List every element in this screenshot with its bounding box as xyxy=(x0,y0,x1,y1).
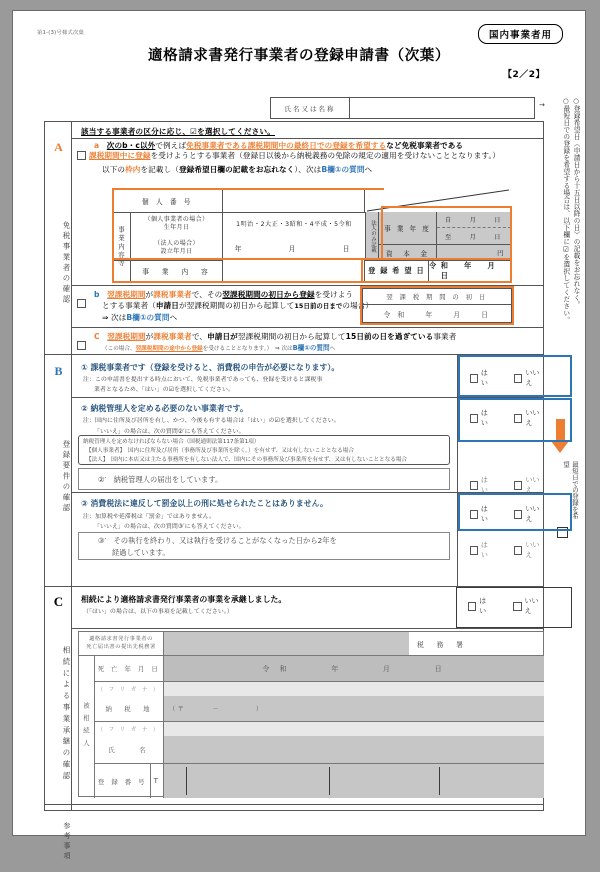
birth-date-label-corp: （法人の場合） 設立年月日 xyxy=(131,235,223,260)
domestic-business-badge: 国内事業者用 xyxy=(478,24,563,44)
name-field[interactable] xyxy=(270,97,535,119)
q2-note2: 「いいえ」の場合は、次の質問②′にも答えてください。 xyxy=(94,429,245,435)
q1-yes[interactable]: はい xyxy=(470,368,492,388)
q2-box-line1: 納税管理人を定めなければならない場合（国税通則法第117条第1項） xyxy=(83,439,260,445)
q3-sub-no[interactable]: いいえ xyxy=(514,540,543,560)
footer-value[interactable] xyxy=(72,804,543,810)
q3-no[interactable]: いいえ xyxy=(514,504,543,524)
desired-date-value[interactable]: 令 和 年 月 日 xyxy=(429,261,496,280)
deceased-vertical-label: 被相続人 xyxy=(79,656,95,798)
era-options: 1明治・2大正・3昭和・4平成・5令和 xyxy=(236,221,352,228)
q2-no[interactable]: いいえ xyxy=(514,408,543,428)
section-a-vertical-label: 免税事業者の確認 xyxy=(62,221,71,306)
capital-value[interactable]: 円 xyxy=(437,244,511,260)
fiscal-to-row[interactable]: 至 月 日 xyxy=(437,228,511,244)
side-note-arrow-label: 最短日での登録を希望 xyxy=(562,461,579,519)
next-period-date-value[interactable]: 令 和 年 月 日 xyxy=(383,310,491,319)
fiscal-from-row[interactable]: 自 月 日 xyxy=(437,212,511,228)
q2-box-line3: 【法人】 国内に本店又は主たる事務所を有しない法人で、国内にその事務所及び事業所を有せず、又は有しないこととなる場合 xyxy=(86,457,408,463)
q3-sub-yes[interactable]: はい xyxy=(470,540,492,560)
q1-note1: 注：この申請書を提出する時点において、免税事業者であっても、登録を受けると課税事 xyxy=(83,377,323,383)
row-address-value[interactable]: （〒 － ） xyxy=(164,696,544,722)
option-b-line2: とする事業者（申請日が翌課税期間の初日から起算して15日前の日までの場合） xyxy=(102,301,374,310)
form-frame xyxy=(44,121,544,862)
section-a-letter: A xyxy=(54,140,63,154)
business-content-label: 事 業 内 容 xyxy=(131,260,223,282)
section-c-no[interactable]: いいえ xyxy=(513,596,543,616)
fiscal-year-label: 事 業 年 度 xyxy=(379,212,437,244)
q2-sub-no[interactable]: いいえ xyxy=(514,475,543,495)
option-b-marker: b xyxy=(94,290,100,299)
birth-date-label-individual: （個人事業者の場合） 生年月日 xyxy=(131,212,223,235)
row-regnum-prefix: T xyxy=(151,764,164,798)
q3-sub-text2: 経過しています。 xyxy=(112,548,170,557)
q3-yes[interactable]: はい xyxy=(470,504,492,524)
section-c-letter: C xyxy=(53,594,64,609)
birth-date-value[interactable]: 年 月 日 xyxy=(234,244,354,253)
row-address-label: 納 税 地 xyxy=(95,696,164,722)
option-c-line1: C 翌課税期間が課税事業者で、申請日が翌課税期間の初日から起算して15日前の日を過ぎている事業者 xyxy=(94,332,457,341)
row-death-date-value[interactable]: 令 和 年 月 日 xyxy=(164,656,544,682)
arrow-icon: → xyxy=(539,101,545,109)
section-c-note: （「はい」の場合は、以下の事項を記載してください。） xyxy=(83,609,233,615)
row-death-date-label: 死 亡 年 月 日 xyxy=(95,656,164,682)
side-note-line2: ○最短日での登録を希望する場合は、以下欄に☑を選択してください。 xyxy=(561,97,570,324)
option-b-line1: b 翌課税期間が課税事業者で、その翌課税期間の初日から登録を受けよう xyxy=(94,290,354,299)
q2-box-line2: 【個人事業者】 国内に住所及び居所（事務所及び事業所を除く。）を有せず、又は有しないこととなる場合 xyxy=(86,448,354,454)
q2-text: ② 納税管理人を定める必要のない事業者です。 xyxy=(81,404,248,413)
q3-text: ③ 消費税法に違反して罰金以上の刑に処せられたことはありません。 xyxy=(81,499,328,508)
next-period-date-label: 翌 課 税 期 間 の 初 日 xyxy=(363,289,511,305)
q1-no[interactable]: いいえ xyxy=(514,368,543,388)
q2-sub-yes[interactable]: はい xyxy=(470,475,492,495)
q1-text: ① 課税事業者です（登録を受けると、消費税の申告が必要になります）。 xyxy=(81,363,340,372)
my-number-label: 個 人 番 号 xyxy=(113,189,223,212)
option-a-marker: a xyxy=(94,141,100,150)
page-title: 適格請求書発行事業者の登録申請書（次葉） xyxy=(148,48,450,64)
footer-body xyxy=(72,122,543,810)
option-b-line3: ⇒ 次はB欄①の質問へ xyxy=(102,313,178,322)
name-field-value[interactable] xyxy=(350,98,534,118)
row-tax-office-suffix: 税 務 署 xyxy=(409,632,544,656)
option-a-line3: 以下の枠内を記載し（登録希望日欄の記載をお忘れなく）、次はB欄①の質問へ xyxy=(102,165,373,174)
row-regnum-label: 登 録 番 号 xyxy=(95,764,151,798)
desired-date-label: 登 録 希 望 日 xyxy=(365,260,429,282)
footer-vertical-label: 参考事項 xyxy=(63,822,71,862)
section-c-vertical-label: 相続による事業承継の確認 xyxy=(62,646,71,783)
q3-note2: 「いいえ」の場合は、次の質問③′にも答えてください。 xyxy=(94,524,245,530)
row-tax-office-label: 適格請求書発行事業者の 死亡届出書の提出先税務署 xyxy=(79,632,164,656)
row-name-label: 氏 名 xyxy=(95,736,164,764)
corp-only-label: 法人のみ記載 xyxy=(365,212,379,260)
section-b-letter: B xyxy=(54,364,63,378)
option-a-line1: a 次のb・c以外で例えば免税事業者である課税期間中の最終日での登録を希望するなど免税事業者である xyxy=(94,141,464,150)
form-code: 第1-(3)号様式次葉 xyxy=(37,30,84,36)
q2-yes[interactable]: はい xyxy=(470,408,492,428)
form-page xyxy=(12,10,586,862)
option-c-marker: C xyxy=(94,332,100,341)
side-note-line1: ○登録希望日（申請日から十五日以降の日）の記載をお忘れなく。 xyxy=(572,97,580,309)
row-furigana1-label: （ フ リ ガ ナ ） xyxy=(95,682,164,696)
section-c-question: 相続により適格請求書発行事業者の事業を承継しました。 xyxy=(81,595,287,604)
business-content-vertical-label: 事業内容等 xyxy=(113,212,131,282)
option-a-line2: 課税期間中に登録を受けようとする事業者（登録日以後から納税義務の免除の規定の適用を受けないこととなります。） xyxy=(89,151,501,160)
q1-note2: 業者となるため、「はい」の☑を選択してください。 xyxy=(94,387,234,393)
name-field-label: 氏名又は名称 xyxy=(271,98,350,118)
q3-note1: 注：加算税や延滞税は「罰金」ではありません。 xyxy=(83,514,216,520)
page-number: 【2／2】 xyxy=(502,70,545,80)
option-c-line2: （この場合、翌課税期間の途中から登録を受けることとなります。） ⇒ 次はB欄①の質問へ xyxy=(102,344,336,352)
section-a-instruction: 該当する事業者の区分に応じ、☑を選択してください。 xyxy=(81,127,276,136)
section-b-vertical-label: 登録要件の確認 xyxy=(62,440,71,515)
row-furigana2-label: （ フ リ ガ ナ ） xyxy=(95,722,164,736)
q2-note1: 注：国内に住所及び居所を有し、かつ、今後も有する場合は「はい」の☑を選択してください。 xyxy=(83,418,340,424)
capital-label: 資 本 金 xyxy=(379,244,437,260)
section-c-yes[interactable]: はい xyxy=(468,596,491,616)
q2-sub-text: ②′ 納税管理人の届出をしています。 xyxy=(98,475,223,484)
q3-sub-text1: ③′ その執行を終わり、又は執行を受けることがなくなった日から2年を xyxy=(98,536,337,545)
